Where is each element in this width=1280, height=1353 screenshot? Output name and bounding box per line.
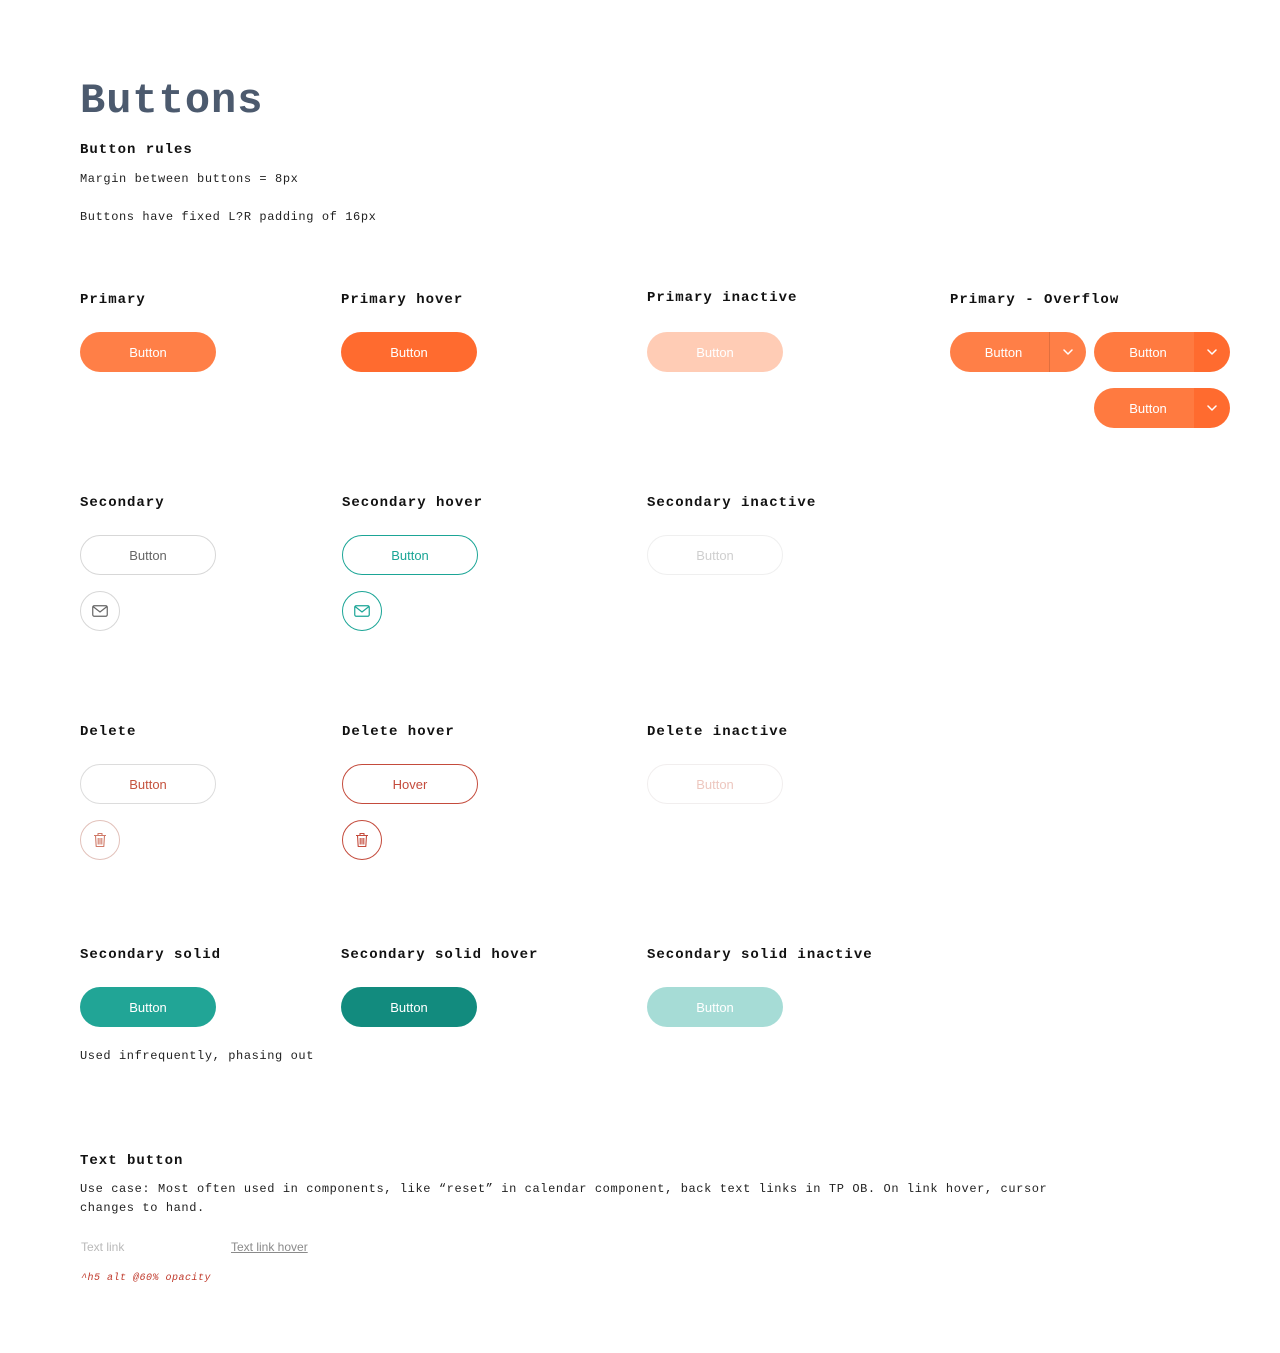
- primary-overflow-heading: Primary - Overflow: [950, 292, 1120, 308]
- secondary-solid-inactive-button: Button: [647, 987, 783, 1027]
- secondary-hover-heading: Secondary hover: [342, 495, 484, 511]
- split-button-dropdown[interactable]: [1194, 332, 1230, 372]
- secondary-hover-button[interactable]: Button: [342, 535, 478, 575]
- mail-icon: [354, 605, 370, 617]
- button-rules-heading: Button rules: [80, 142, 193, 158]
- primary-overflow-split-button-hover[interactable]: [1094, 332, 1230, 372]
- split-button-dropdown[interactable]: [1194, 388, 1230, 428]
- primary-hover-heading: Primary hover: [341, 292, 464, 308]
- delete-hover-button[interactable]: Hover: [342, 764, 478, 804]
- text-button-description-line1: Use case: Most often used in components, like “reset” in calendar component, back text links in TP OB. On link hover, cursor: [80, 1182, 1048, 1196]
- secondary-hover-icon-button[interactable]: [342, 591, 382, 631]
- text-button-description-line2: changes to hand.: [80, 1201, 205, 1215]
- secondary-button[interactable]: Button: [80, 535, 216, 575]
- secondary-inactive-heading: Secondary inactive: [647, 495, 817, 511]
- secondary-inactive-button: Button: [647, 535, 783, 575]
- split-button-main[interactable]: Button: [950, 332, 1049, 372]
- delete-inactive-heading: Delete inactive: [647, 724, 789, 740]
- chevron-down-icon: [1207, 349, 1217, 355]
- split-button-main[interactable]: Button: [1094, 388, 1194, 428]
- chevron-down-icon: [1207, 405, 1217, 411]
- mail-icon: [92, 605, 108, 617]
- secondary-heading: Secondary: [80, 495, 165, 511]
- text-link-hover[interactable]: Text link hover: [231, 1240, 308, 1254]
- chevron-down-icon: [1063, 349, 1073, 355]
- margin-rule-text: Margin between buttons = 8px: [80, 172, 299, 186]
- trash-icon: [93, 832, 107, 848]
- text-link-opacity-note: ^h5 alt @60% opacity: [81, 1273, 212, 1284]
- primary-inactive-heading: Primary inactive: [647, 290, 798, 306]
- primary-button[interactable]: Button: [80, 332, 216, 372]
- primary-overflow-split-button-dropdown-hover[interactable]: [1094, 388, 1230, 428]
- secondary-solid-heading: Secondary solid: [80, 947, 222, 963]
- secondary-solid-hover-heading: Secondary solid hover: [341, 947, 539, 963]
- primary-heading: Primary: [80, 292, 146, 308]
- secondary-solid-inactive-heading: Secondary solid inactive: [647, 947, 873, 963]
- primary-overflow-split-button[interactable]: [950, 332, 1086, 372]
- delete-hover-heading: Delete hover: [342, 724, 455, 740]
- secondary-solid-hover-button[interactable]: Button: [341, 987, 477, 1027]
- trash-icon: [355, 832, 369, 848]
- delete-hover-icon-button[interactable]: [342, 820, 382, 860]
- secondary-icon-button[interactable]: [80, 591, 120, 631]
- delete-inactive-button: Button: [647, 764, 783, 804]
- primary-inactive-button: Button: [647, 332, 783, 372]
- padding-rule-text: Buttons have fixed L?R padding of 16px: [80, 210, 377, 224]
- secondary-solid-button[interactable]: Button: [80, 987, 216, 1027]
- delete-heading: Delete: [80, 724, 137, 740]
- text-button-heading: Text button: [80, 1153, 184, 1169]
- split-button-dropdown[interactable]: [1049, 332, 1086, 372]
- text-link[interactable]: Text link: [81, 1240, 125, 1254]
- delete-button[interactable]: Button: [80, 764, 216, 804]
- primary-hover-button[interactable]: Button: [341, 332, 477, 372]
- secondary-solid-note: Used infrequently, phasing out: [80, 1049, 315, 1063]
- delete-icon-button[interactable]: [80, 820, 120, 860]
- page-title: Buttons: [80, 77, 264, 125]
- split-button-main[interactable]: Button: [1094, 332, 1194, 372]
